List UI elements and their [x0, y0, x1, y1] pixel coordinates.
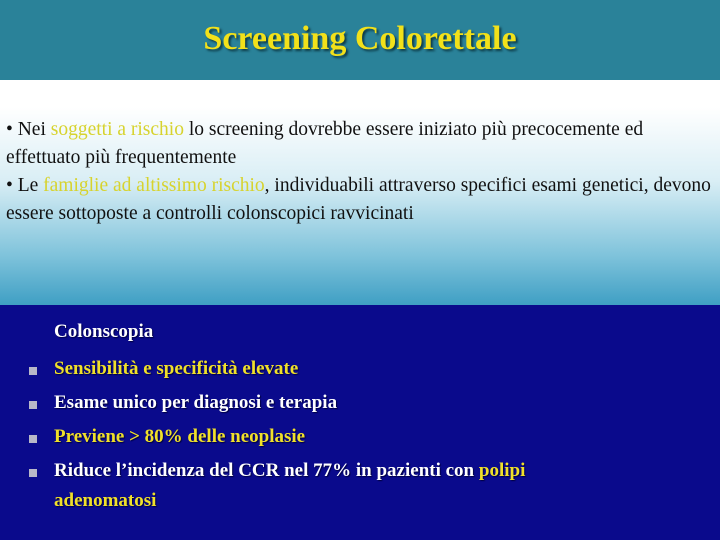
intro-bullet-1: [6, 116, 714, 172]
list-item-4-highlight: polipi: [478, 460, 526, 481]
list-item-3: Previene > 80% delle neoplasie: [54, 426, 306, 447]
slide-title: Screening Colorettale: [203, 20, 517, 57]
list-item-4-text: Riduce l’incidenza del CCR nel 77% in pazienti con: [54, 460, 479, 481]
square-bullet-icon: [29, 401, 37, 409]
intro-panel: [0, 80, 720, 305]
list-item-4: [54, 460, 525, 482]
list-item-2: Esame unico per diagnosi e terapia: [54, 392, 338, 413]
intro-bullet-1-prefix: • Nei: [6, 119, 51, 140]
intro-bullet-2-rest: , individuabili attraverso specifici esami genetici, devono essere sottoposte a controlli colonscopici ravvicinati: [6, 175, 711, 224]
list-heading: Colonscopia: [54, 321, 154, 342]
intro-bullet-2-highlight: famiglie ad altissimo rischio: [43, 175, 265, 196]
colonoscopy-section: [0, 305, 720, 540]
square-bullet-icon: [29, 469, 37, 477]
square-bullet-icon: [29, 435, 37, 443]
intro-bullet-1-rest: lo screening dovrebbe essere iniziato più precocemente ed effettuato più frequentemente: [6, 119, 644, 168]
title-bar: [0, 0, 720, 80]
intro-text: [6, 116, 714, 228]
intro-bullet-2: [6, 172, 714, 228]
intro-bullet-2-prefix: • Le: [6, 175, 44, 196]
square-bullet-icon: [29, 367, 37, 375]
list-item-1: Sensibilità e specificità elevate: [54, 358, 299, 379]
intro-bullet-1-highlight: soggetti a rischio: [50, 119, 184, 140]
list-item-4-continuation: adenomatosi: [54, 490, 157, 511]
